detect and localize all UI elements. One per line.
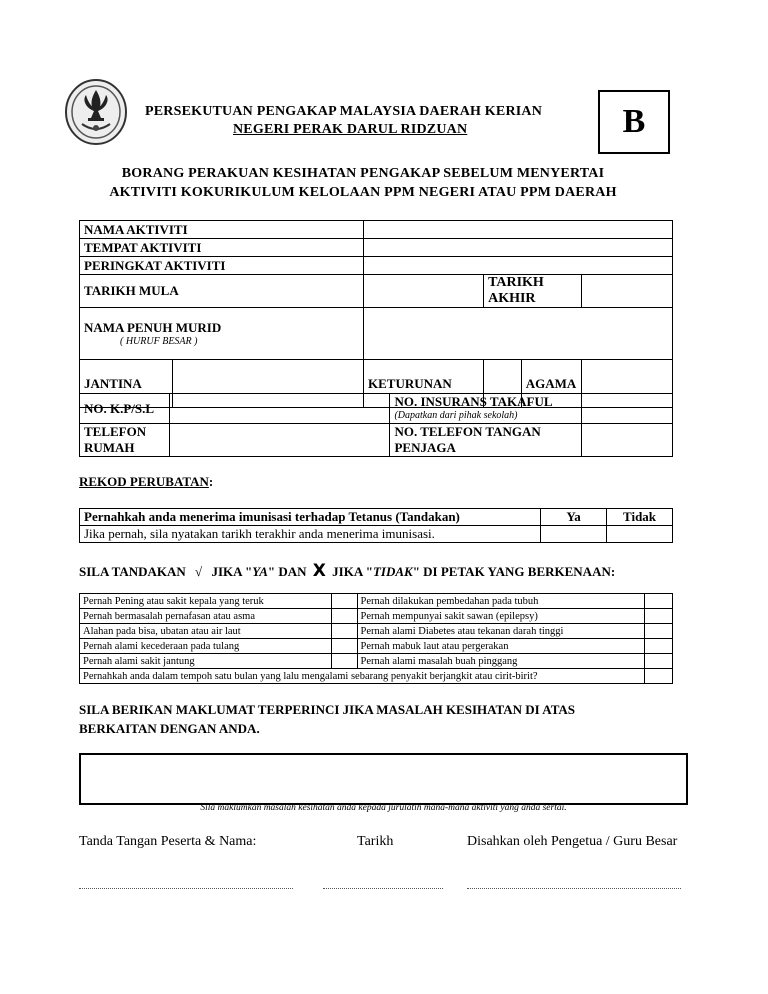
peserta-signature-label: Tanda Tangan Peserta & Nama: — [79, 834, 257, 849]
checklist-checkbox[interactable] — [645, 624, 673, 639]
pengetua-signature-line[interactable] — [467, 888, 681, 889]
checklist-item-label: Alahan pada bisa, ubatan atau air laut — [80, 624, 332, 639]
health-detail-input-box[interactable] — [79, 753, 688, 805]
rekod-heading-text: REKOD PERUBATAN — [79, 474, 209, 489]
scout-emblem-logo — [64, 78, 128, 146]
checklist-item-label: Pernah bermasalah pernafasan atau asma — [80, 609, 332, 624]
telefon-rumah-field[interactable] — [169, 424, 390, 457]
checklist-checkbox[interactable] — [331, 654, 357, 669]
nama-aktiviti-label: NAMA AKTIVITI — [80, 221, 364, 239]
peserta-signature-line[interactable] — [79, 888, 293, 889]
rekod-heading-colon: : — [208, 474, 214, 489]
organisation-name: PERSEKUTUAN PENGAKAP MALAYSIA DAERAH KERIAN — [145, 104, 543, 119]
checklist-checkbox[interactable] — [645, 609, 673, 624]
telefon-penjaga-label-cell — [390, 424, 582, 457]
tetanus-ya-checkbox[interactable] — [541, 526, 607, 543]
telefon-penjaga-label-1: NO. TELEFON TANGAN — [394, 424, 541, 439]
tarikh-mula-label: TARIKH MULA — [80, 275, 364, 308]
telefon-rumah-label-1: TELEFON — [84, 424, 147, 439]
tetanus-tidak-checkbox[interactable] — [607, 526, 673, 543]
checklist-item-label: Pernah alami Diabetes atau tekanan darah tinggi — [357, 624, 645, 639]
detail-instruction — [79, 700, 679, 738]
disahkan-label: Disahkan oleh Pengetua / Guru Besar — [467, 834, 678, 849]
checklist-checkbox[interactable] — [645, 669, 673, 684]
checklist-row — [80, 669, 673, 684]
agama-label: AGAMA — [521, 360, 582, 408]
no-kp-field[interactable] — [169, 394, 390, 424]
tarikh-label: Tarikh — [357, 834, 394, 849]
health-checklist-table — [79, 593, 673, 684]
checklist-item-label: Pernah dilakukan pembedahan pada tubuh — [357, 594, 645, 609]
telefon-penjaga-field[interactable] — [582, 424, 673, 457]
checklist-checkbox[interactable] — [331, 624, 357, 639]
nama-penuh-label: NAMA PENUH MURID — [84, 320, 222, 335]
tarikh-signature-line[interactable] — [323, 888, 443, 889]
form-title-line1: BORANG PERAKUAN KESIHATAN PENGAKAP SEBELUM MENYERTAI — [121, 166, 605, 181]
tempat-aktiviti-label: TEMPAT AKTIVITI — [80, 239, 364, 257]
no-kp-label: NO. K.P/S.L — [80, 394, 170, 424]
peringkat-aktiviti-label: PERINGKAT AKTIVITI — [80, 257, 364, 275]
insurans-note: (Dapatkan dari pihak sekolah) — [394, 409, 518, 421]
checklist-row — [80, 639, 673, 654]
tarikh-akhir-field[interactable] — [582, 275, 673, 308]
no-insurans-label-cell — [390, 394, 582, 424]
checklist-item-label: Pernah alami kecederaan pada tulang — [80, 639, 332, 654]
checklist-checkbox[interactable] — [645, 654, 673, 669]
checklist-item-label: Pernah mempunyai sakit sawan (epilepsy) — [357, 609, 645, 624]
jantina-label: JANTINA — [80, 360, 173, 408]
form-title-line2: AKTIVITI KOKURIKULUM KELOLAAN PPM NEGERI ATAU PPM DAERAH — [109, 185, 617, 200]
tarikh-mula-field[interactable] — [363, 275, 483, 308]
instruction-text-3: " DAN — [267, 564, 307, 579]
tick-symbol: √ — [195, 564, 203, 579]
keturunan-label: KETURUNAN — [363, 360, 483, 408]
instruction-ya: YA — [252, 564, 268, 579]
nama-penuh-field[interactable] — [363, 308, 672, 360]
detail-instruction-line2: BERKAITAN DENGAN ANDA. — [79, 721, 260, 736]
tempat-aktiviti-field[interactable] — [363, 239, 672, 257]
instruction-text-5: " DI PETAK YANG BERKENAAN: — [412, 564, 616, 579]
checklist-item-label: Pernah mabuk laut atau pergerakan — [357, 639, 645, 654]
checklist-item-label: Pernah alami sakit jantung — [80, 654, 332, 669]
checklist-checkbox[interactable] — [331, 609, 357, 624]
checklist-row — [80, 594, 673, 609]
checklist-item-label: Pernah Pening atau sakit kepala yang teruk — [80, 594, 332, 609]
form-letter-box: B — [598, 90, 670, 154]
tetanus-table — [79, 508, 673, 543]
checklist-checkbox[interactable] — [645, 594, 673, 609]
telefon-rumah-label-2: RUMAH — [84, 440, 135, 455]
instruction-text-4: JIKA " — [332, 564, 373, 579]
detail-instruction-line1: SILA BERIKAN MAKLUMAT TERPERINCI JIKA MASALAH KESIHATAN DI ATAS — [79, 702, 576, 717]
instruction-text-1: SILA TANDAKAN — [79, 564, 186, 579]
telefon-penjaga-label-2: PENJAGA — [394, 440, 456, 455]
no-insurans-field[interactable] — [582, 394, 673, 424]
checklist-row — [80, 654, 673, 669]
instruction-tidak: TIDAK — [372, 564, 413, 579]
checklist-item-label: Pernah alami masalah buah pinggang — [357, 654, 645, 669]
checklist-checkbox[interactable] — [331, 594, 357, 609]
tarikh-akhir-label: TARIKH AKHIR — [484, 275, 582, 308]
participant-info-table-2 — [79, 393, 673, 457]
tetanus-question: Pernahkah anda menerima imunisasi terhadap Tetanus (Tandakan) — [80, 509, 541, 526]
checklist-row — [80, 609, 673, 624]
participant-info-table — [79, 220, 673, 408]
huruf-besar-note: ( HURUF BESAR ) — [120, 336, 198, 347]
no-insurans-label: NO. INSURANS TAKAFUL — [394, 393, 553, 409]
checklist-checkbox[interactable] — [645, 639, 673, 654]
tetanus-tidak-header: Tidak — [607, 509, 673, 526]
checklist-infectious-question: Pernahkah anda dalam tempoh satu bulan yang lalu mengalami sebarang penyakit berjangkit atau cirit-birit? — [80, 669, 645, 684]
rekod-perubatan-heading — [79, 474, 213, 490]
tetanus-date-prompt: Jika pernah, sila nyatakan tarikh terakhir anda menerima imunisasi. — [80, 526, 541, 543]
detail-note: Sila maklumkan masalah kesihatan anda kepada jurulatih mana-mana aktiviti yang anda sertai. — [200, 803, 567, 813]
tetanus-ya-header: Ya — [541, 509, 607, 526]
checklist-row — [80, 624, 673, 639]
checklist-checkbox[interactable] — [331, 639, 357, 654]
cross-symbol: X — [312, 561, 326, 581]
nama-aktiviti-field[interactable] — [363, 221, 672, 239]
instruction-text-2: JIKA " — [211, 564, 253, 579]
peringkat-aktiviti-field[interactable] — [363, 257, 672, 275]
telefon-rumah-label-cell — [80, 424, 170, 457]
tick-instruction — [79, 561, 615, 581]
organisation-state: NEGERI PERAK DARUL RIDZUAN — [233, 122, 468, 137]
nama-penuh-label-cell — [80, 308, 364, 360]
